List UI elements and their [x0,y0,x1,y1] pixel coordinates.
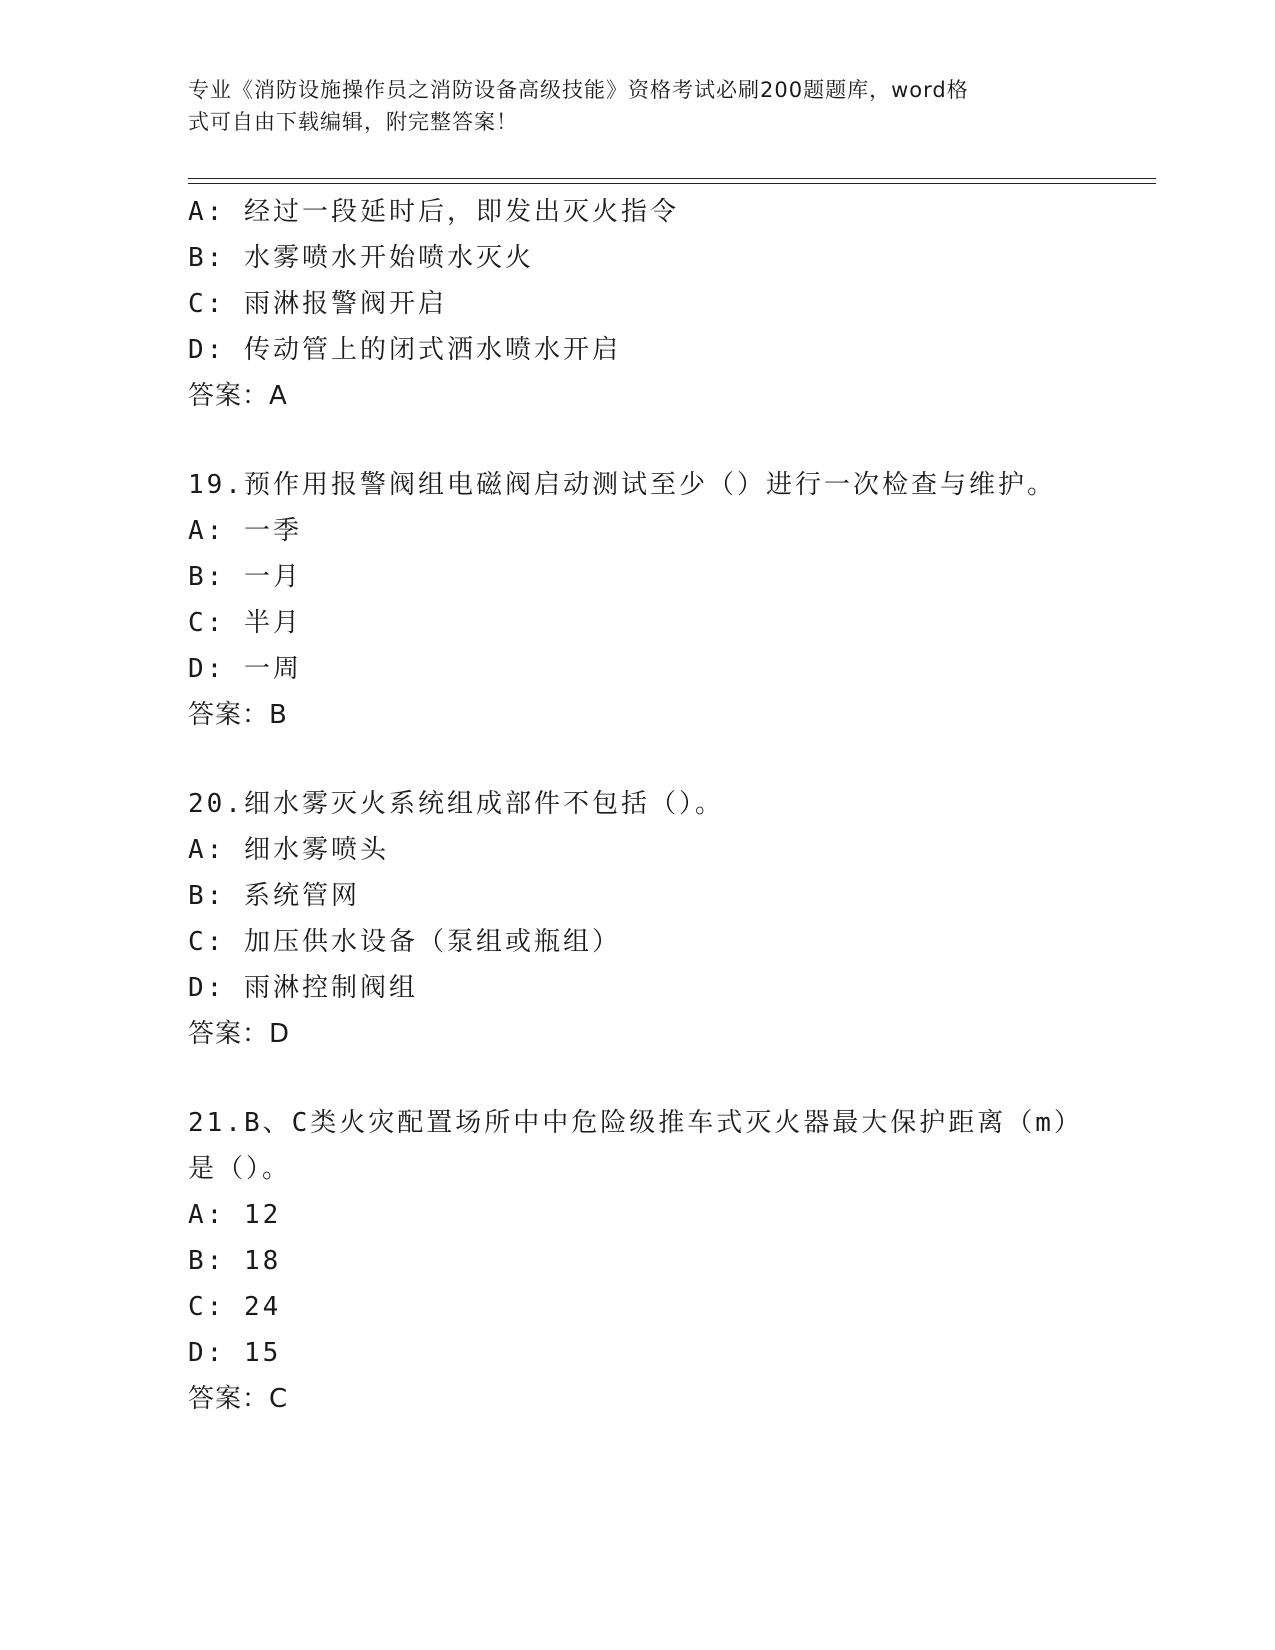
option-c: C: 24 [188,1292,282,1322]
header-line-2: 式可自由下载编辑，附完整答案！ [188,110,518,134]
question-19 [188,462,1088,738]
header-divider-top [188,178,1156,179]
question-text: 20.细水雾灭火系统组成部件不包括（）。 [188,789,724,819]
option-b: B: 水雾喷水开始喷水灭火 [188,243,534,273]
header-line-1: 专业《消防设施操作员之消防设备高级技能》资格考试必刷200题题库，word格 [188,78,969,102]
answer-label: 答案：D [188,1019,291,1049]
question-20 [188,781,1088,1057]
document-header [188,74,1088,138]
answer-label: 答案：A [188,381,288,411]
question-21 [188,1100,1088,1422]
question-text-line-2: 是（）。 [188,1154,292,1184]
answer-label: 答案：B [188,700,288,730]
option-c: C: 加压供水设备（泵组或瓶组） [188,927,621,957]
option-b: B: 系统管网 [188,881,360,911]
question-text-line-1: 21.B、C类火灾配置场所中中危险级推车式灭火器最大保护距离（m） [188,1108,1083,1138]
option-b: B: 18 [188,1246,282,1276]
option-d: D: 一周 [188,654,302,684]
option-a: A: 12 [188,1200,282,1230]
option-b: B: 一月 [188,562,302,592]
option-d: D: 传动管上的闭式洒水喷水开启 [188,335,621,365]
option-d: D: 15 [188,1338,282,1368]
option-c: C: 雨淋报警阀开启 [188,289,447,319]
option-a: A: 细水雾喷头 [188,835,389,865]
answer-label: 答案：C [188,1384,289,1414]
question-18 [188,189,1088,419]
question-text: 19.预作用报警阀组电磁阀启动测试至少（）进行一次检查与维护。 [188,470,1056,500]
option-a: A: 经过一段延时后，即发出灭火指令 [188,197,679,227]
header-divider-bottom [188,183,1156,184]
option-a: A: 一季 [188,516,302,546]
option-d: D: 雨淋控制阀组 [188,973,418,1003]
question-list [188,189,1088,1422]
option-c: C: 半月 [188,608,302,638]
